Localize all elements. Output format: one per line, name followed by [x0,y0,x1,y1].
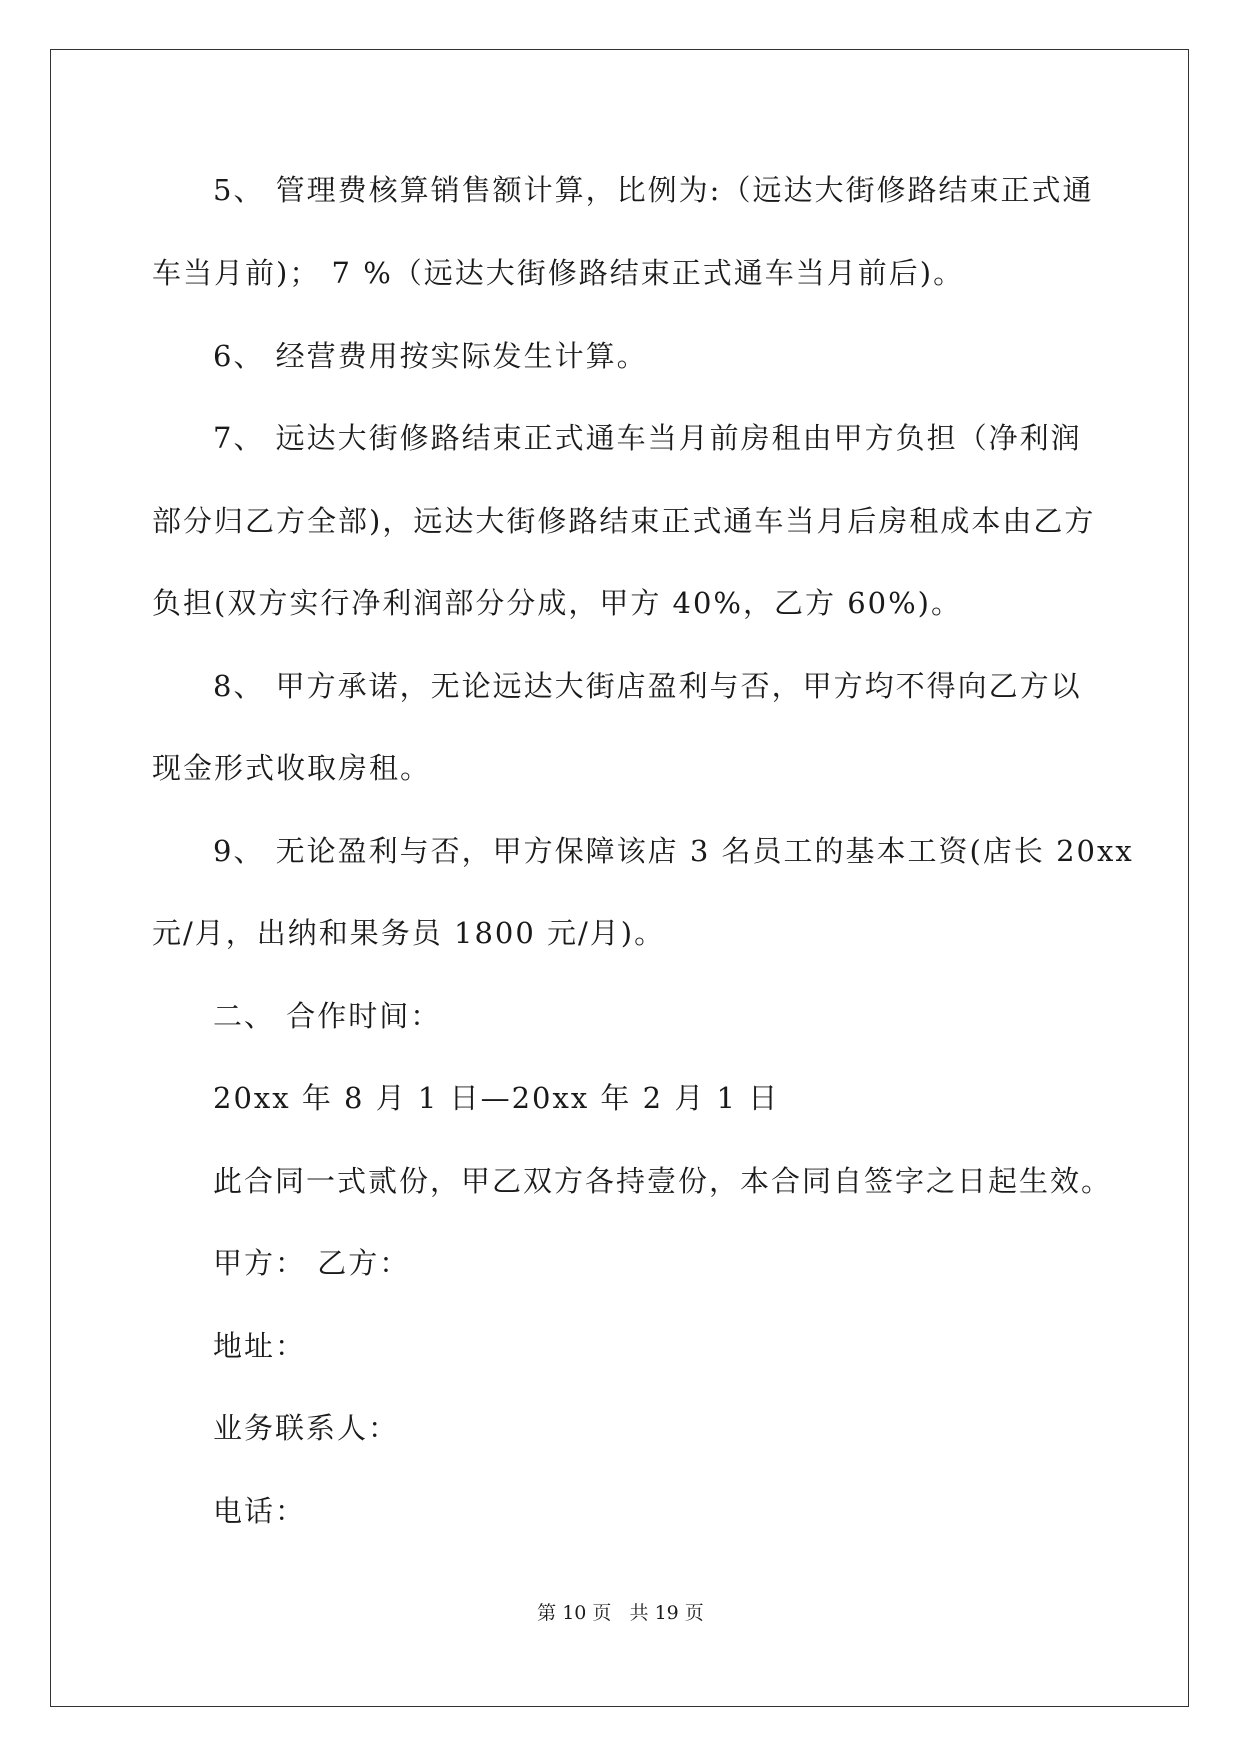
phone-label: 电话： [213,1494,307,1528]
clause-7-line-1: 7、 远达大街修路结束正式通车当月前房租由甲方负担（净利润 [213,421,1082,455]
section-heading-cooperation-time: 二、 合作时间： [213,999,442,1033]
clause-5-line-2: 车当月前)； 7 %（远达大街修路结束正式通车当月前后)。 [152,256,965,290]
clause-7-line-3: 负担(双方实行净利润部分分成，甲方 40%，乙方 60%)。 [152,586,962,620]
cooperation-period: 20xx 年 8 月 1 日—20xx 年 2 月 1 日 [213,1081,780,1115]
clause-6: 6、 经营费用按实际发生计算。 [213,339,648,373]
party-labels: 甲方： 乙方： [213,1246,411,1280]
effective-clause: 此合同一式贰份，甲乙双方各持壹份，本合同自签字之日起生效。 [213,1164,1113,1198]
clause-9-line-1: 9、 无论盈利与否，甲方保障该店 3 名员工的基本工资(店长 20xx [213,834,1134,868]
clause-8-line-2: 现金形式收取房租。 [152,751,432,785]
clause-5-line-1: 5、 管理费核算销售额计算，比例为:（远达大街修路结束正式通 [213,173,1094,207]
clause-9-line-2: 元/月，出纳和果务员 1800 元/月)。 [152,916,666,950]
clause-7-line-2: 部分归乙方全部)，远达大街修路结束正式通车当月后房租成本由乙方 [152,504,1096,538]
contact-person-label: 业务联系人： [213,1411,400,1445]
clause-8-line-1: 8、 甲方承诺，无论远达大街店盈利与否，甲方均不得向乙方以 [213,669,1082,703]
address-label: 地址： [213,1329,307,1363]
page-number: 第 10 页 共 19 页 [537,1602,704,1624]
